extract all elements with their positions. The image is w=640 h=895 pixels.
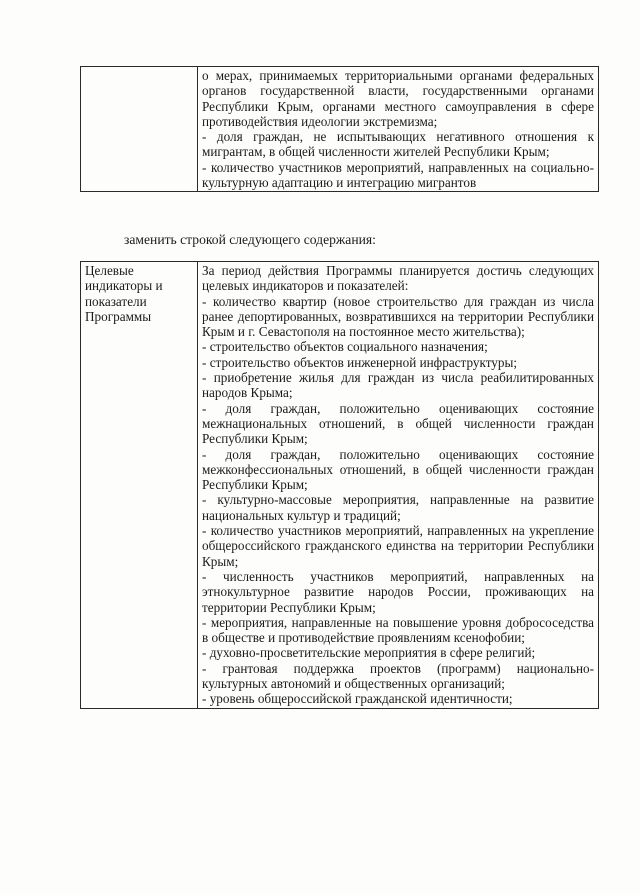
list-item: - уровень общероссийской гражданской идентичности; <box>202 691 513 707</box>
list-item: - доля граждан, положительно оценивающих состояние межнациональных отношений, в общей численности граждан Республики Крым; <box>202 400 594 447</box>
list-item: - количество участников мероприятий, направленных на социально-культурную адаптацию и интеграцию мигрантов <box>202 159 594 191</box>
row-label-line: показатели <box>85 293 147 309</box>
list-item: о мерах, принимаемых территориальными органами федеральных органов государственной власти, государственными органами Республики Крым, органами местного самоуправления в сфере противодействия идеологии экстремизма; <box>202 68 594 129</box>
list-item: - приобретение жилья для граждан из числа реабилитированных народов Крыма; <box>202 370 594 401</box>
row-label-cell <box>81 262 198 709</box>
list-item: - доля граждан, не испытывающих негативного отношения к мигрантам, в общей численности жителей Республики Крым; <box>202 129 594 160</box>
row-label-line: Целевые <box>85 263 134 278</box>
list-item: - количество участников мероприятий, направленных на укрепление общероссийского гражданского единства на территории Республики Крым; <box>202 523 594 569</box>
list-item: - строительство объектов инженерной инфраструктуры; <box>202 354 517 370</box>
table-row <box>81 67 599 192</box>
intro-text: За период действия Программы планируется достичь следующих целевых индикаторов и показателей: <box>202 263 594 294</box>
row-label-line: Программы <box>85 308 152 324</box>
row-label-line: индикаторы и <box>85 278 163 294</box>
table-cell-empty <box>81 67 198 192</box>
table-row <box>81 262 599 709</box>
list-item: - духовно-просветительские мероприятия в сфере религий; <box>202 645 536 661</box>
list-item: - численность участников мероприятий, направленных на этнокультурное развитие народов России, проживающих на территории Республики Крым; <box>202 568 594 615</box>
list-item: - количество квартир (новое строительство для граждан из числа ранее депортированных, возвратившихся на территории Республики Крым и г. Севастополя на постоянное место жительства); <box>202 293 594 340</box>
list-item: - доля граждан, положительно оценивающих состояние межконфессиональных отношений, в общей численности граждан Республики Крым; <box>202 446 594 493</box>
table-target-indicators <box>80 261 599 709</box>
table-cell-text <box>198 262 599 709</box>
table-top-continuation <box>80 66 599 192</box>
list-item: - мероприятия, направленные на повышение уровня добрососедства в обществе и противодействие проявлениям ксенофобии; <box>202 614 594 646</box>
list-item: - строительство объектов социального назначения; <box>202 339 488 355</box>
replace-instruction: заменить строкой следующего содержания: <box>124 232 376 247</box>
table-cell-text <box>198 67 599 192</box>
list-item: - грантовая поддержка проектов (программ) национально-культурных автономий и общественных организаций; <box>202 660 594 692</box>
list-item: - культурно-массовые мероприятия, направленные на развитие национальных культур и традиций; <box>202 492 594 523</box>
